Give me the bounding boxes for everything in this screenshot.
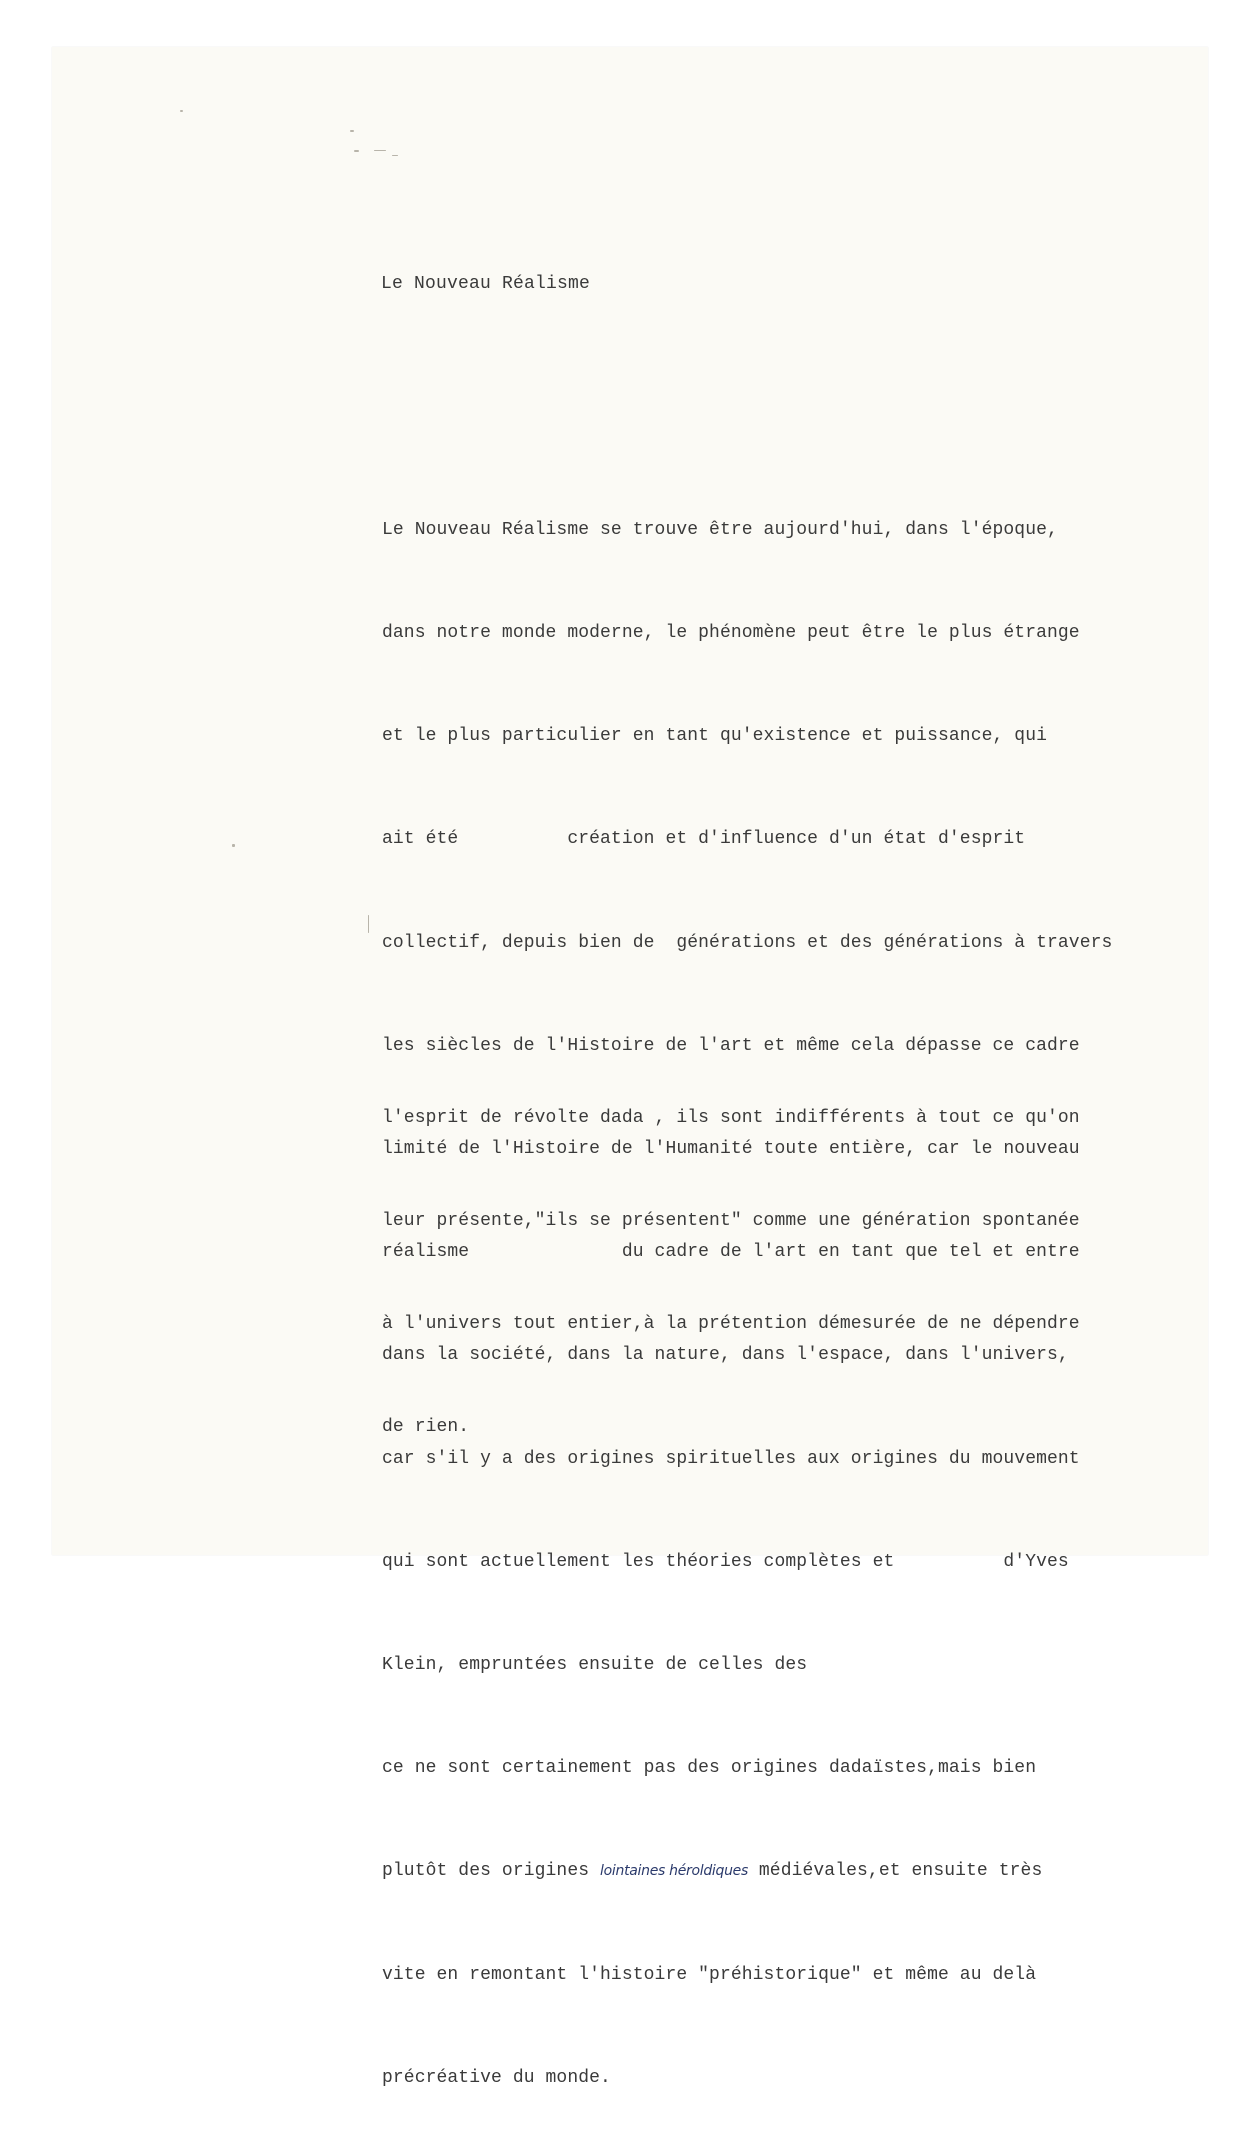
text-line-with-handwriting [382, 1854, 1112, 1888]
text-line: précréative du monde. [382, 2067, 611, 2088]
paper-speck [232, 844, 235, 847]
text-line: Klein, empruntées ensuite de celles des [382, 1655, 808, 1676]
text-line: l'esprit de révolte dada , ils sont indifférents à tout ce qu'on [382, 1107, 1080, 1128]
text-line: collectif, depuis bien de générations et des générations à travers [382, 932, 1113, 953]
handwritten-insert: lointaines héroldiques [600, 1863, 748, 1880]
text-line: vite en remontant l'histoire "préhistorique" et même au delà [382, 1964, 1037, 1985]
text-line: dans la société, dans la nature, dans l'espace, dans l'univers, [382, 1345, 1069, 1366]
text-line: Le Nouveau Réalisme se trouve être aujourd'hui, dans l'époque, [382, 519, 1058, 540]
text-line: à l'univers tout entier,à la prétention démesurée de ne dépendre [382, 1314, 1080, 1335]
text-line: limité de l'Histoire de l'Humanité toute entière, car le nouveau [382, 1139, 1080, 1160]
paper-speck [368, 915, 369, 933]
paper-speck [392, 155, 398, 156]
paper-speck [350, 130, 354, 132]
text-line: les siècles de l'Histoire de l'art et même cela dépasse ce cadre [382, 1035, 1080, 1056]
paragraph-2 [382, 1032, 1080, 1479]
text-line: et le plus particulier en tant qu'existence et puissance, qui [382, 726, 1048, 747]
text-line: de rien. [382, 1417, 470, 1438]
document-title: Le Nouveau Réalisme [381, 274, 591, 294]
text-line: ait été création et d'influence d'un état d'esprit [382, 829, 1026, 850]
paper-speck [374, 150, 386, 151]
text-line: ce ne sont certainement pas des origines dadaïstes,mais bien [382, 1758, 1037, 1779]
text-line: dans notre monde moderne, le phénomène peut être le plus étrange [382, 623, 1080, 644]
text-line: car s'il y a des origines spirituelles aux origines du mouvement [382, 1448, 1080, 1469]
text-line: qui sont actuellement les théories complètes et d'Yves [382, 1551, 1069, 1572]
text-line: réalisme du cadre de l'art en tant que tel et entre [382, 1242, 1080, 1263]
text-line: leur présente,"ils se présentent" comme une génération spontanée [382, 1211, 1080, 1232]
line-start: plutôt des origines [382, 1861, 601, 1882]
paper-speck [354, 150, 359, 152]
paper-speck [180, 110, 183, 112]
line-end: médiévales,et ensuite très [748, 1861, 1043, 1882]
